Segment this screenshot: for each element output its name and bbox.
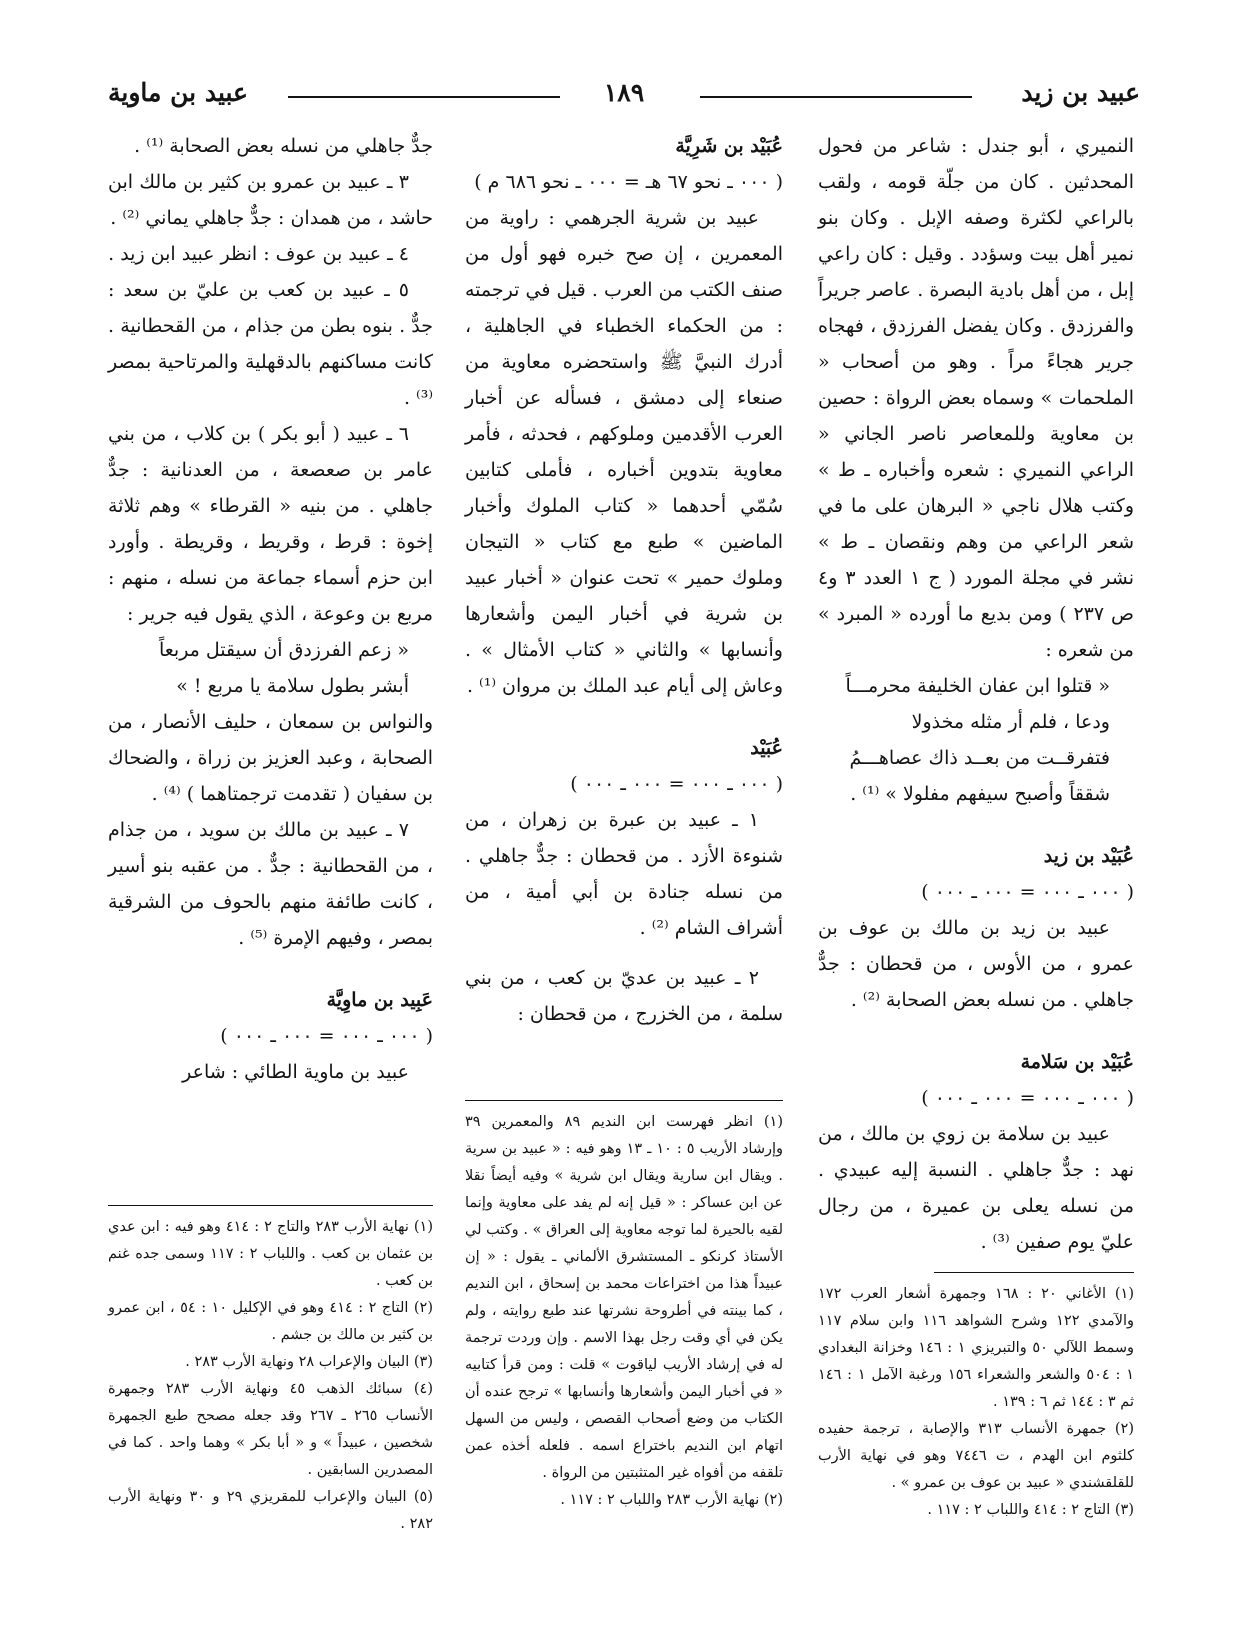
running-header xyxy=(108,78,1140,118)
entry-title: عُبَيْد بن سَلامة xyxy=(1020,1051,1134,1073)
entry-item: ٥ ـ عبيد بن كعب بن عليّ بن سعد : جدٌّ . بنوه بطن من جذام ، من القحطانية . كانت مساكنهم بالدقهلية والمرتاحية بمصر ⁽³⁾ . xyxy=(108,279,433,409)
entry-item: ٤ ـ عبيد بن عوف : انظر عبيد ابن زيد . xyxy=(108,243,409,265)
entry-text: عبيد بن سلامة بن زوي بن مالك ، من نهد : جدٌّ جاهلي . النسبة إليه عبيدي . من نسله يعلى بن عميرة ، من رجال عليّ يوم صفين ⁽³⁾ . xyxy=(818,1123,1134,1253)
entry-title: عُبَيْد بن زيد xyxy=(1043,845,1134,867)
footnote: (٢) جمهرة الأنساب ٣١٣ والإصابة ، ترجمة حفيده كلثوم ابن الهدم ، ت ٧٤٤٦ وهو في نهاية الأرب للقلقشندي « عبيد بن عوف بن عمرو » . xyxy=(818,1421,1135,1491)
header-left-title: عبيد بن ماوية xyxy=(108,78,248,107)
entry-title: عُبَيْد xyxy=(750,737,783,759)
verse-line: أبشر بطول سلامة يا مربع ! » xyxy=(176,675,409,697)
footnote: (٣) البيان والإعراب ٢٨ ونهاية الأرب ٢٨٣ . xyxy=(185,1354,433,1370)
entry-text: عبيد بن شرية الجرهمي : راوية من المعمرين ، إن صح خبره فهو أول من صنف الكتب من العرب . قيل في ترجمته : من الحكماء الخطباء في الجاهلية ، أدرك النبيَّ ﷺ واستحضره معاوية من صنعاء إلى دمشق ، فسأله عن أخبار العرب الأقدمين وملوكهم ، فحدثه ، فأمر معاوية بتدوين أخباره ، فأملى كتابين سُمّي أحدهما « كتاب الملوك وأخبار الماضين » طبع مع كتاب « التيجان وملوك حمير » تحت عنوان « أخبار عبيد بن شرية في أخبار اليمن وأشعارها وأنسابها » والثاني « كتاب الأمثال » . وعاش إلى أيام عبد الملك بن مروان ⁽¹⁾ . xyxy=(465,207,783,697)
footnote: (١) انظر فهرست ابن النديم ٨٩ والمعمرين ٣٩ وإرشاد الأريب ٥ : ١٠ ـ ١٣ وهو فيه : « عبيد بن سرية . ويقال ابن سارية ويقال ابن شرية » وفيه أيضاً نقلا عن ابن عساكر : « قيل إنه لم يفد على معاوية وإنما لقيه بالحيرة لما توجه معاوية إلى العراق » . وكتب لي الأستاذ كرنكو ـ المستشرق الألماني ـ يقول : « إن عبيداً هذا من اختراعات محمد بن إسحاق ، ابن النديم ، كما بينته في أطروحة نشرتها عند طبع روايته ، ولم يكن في أي وقت رجل بهذا الاسم . وإن وردت ترجمة له في إرشاد الأريب لياقوت » قلت : ومن قرأ كتابيه « في أخبار اليمن وأشعارها وأنسابها » ترجح عنده أن الكتاب من وضع أصحاب القصص ، وليس من السهل اتهام ابن النديم باختراع اسمه . فلعله أخذه عمن تلقفه من أفواه غير المتثبتين من الرواة . xyxy=(465,1114,784,1481)
entry-title: عَبِيد بن ماوِيَّة xyxy=(326,989,433,1011)
entry-item: ٦ ـ عبيد ( أبو بكر ) بن كلاب ، من بني عامر بن صعصعة ، من العدنانية : جدٌّ جاهلي . من بنيه « القرطاء » وهم ثلاثة إخوة : قرط ، وقريط ، وقريطة . وأورد ابن حزم أسماء جماعة من نسله ، منهم : مربع بن وعوعة ، الذي يقول فيه جرير : xyxy=(108,423,433,625)
footnote: (١) نهاية الأرب ٢٨٣ والتاج ٢ : ٤١٤ وهو فيه : ابن عدي بن عثمان بن كعب . واللباب ٢ : ١١٧ وسمى جده غنم بن كعب . xyxy=(108,1219,433,1289)
header-right-title: عبيد بن زيد xyxy=(1021,78,1140,107)
entry-item: ٢ ـ عبيد بن عديّ بن كعب ، من بني سلمة ، من الخزرج ، من قحطان : xyxy=(465,967,783,1025)
footnote: (١) الأغاني ٢٠ : ١٦٨ وجمهرة أشعار العرب ١٧٢ والآمدي ١٢٢ وشرح الشواهد ١١٦ وابن سلام ١١٧ وسمط اللآلي ٥٠ والتبريزي ١ : ١٤٦ وخزانة البغدادي ١ : ٥٠٤ والشعر والشعراء ١٥٦ ورغبة الآمل ١ : ١٤٦ ثم ٣ : ١٤٤ ثم ٦ : ١٣٩ . xyxy=(818,1286,1135,1410)
page-number: ١٨٩ xyxy=(603,78,645,107)
entry-item: جدٌّ جاهلي من نسله بعض الصحابة ⁽¹⁾ . xyxy=(134,135,433,157)
entry-item: ٧ ـ عبيد بن مالك بن سويد ، من جذام ، من القحطانية : جدٌّ . من عقبه بنو أسير ، كانت طائفة منهم بالحوف من الشرقية بمصر ، وفيهم الإمرة ⁽⁵⁾ . xyxy=(108,819,433,949)
verse-line: ودعا ، فلم أر مثله مخذولا xyxy=(911,711,1110,733)
footnote-rule xyxy=(934,1272,1134,1273)
verse-line: فتفرقــت من بعــد ذاك عصاهـــمُ xyxy=(849,747,1110,769)
footnote: (٢) نهاية الأرب ٢٨٣ واللباب ٢ : ١١٧ . xyxy=(560,1492,783,1508)
entry-dates: ( ٠٠٠ ـ ٠٠٠ = ٠٠٠ ـ ٠٠٠ ) xyxy=(570,773,783,795)
footnote: (٢) التاج ٢ : ٤١٤ وهو في الإكليل ١٠ : ٥٤ ، ابن عمرو بن كثير بن مالك بن جشم . xyxy=(108,1300,433,1343)
footnotes-left xyxy=(108,1205,433,1538)
verse-line: « زعم الفرزدق أن سيقتل مربعاً xyxy=(158,639,409,661)
entry-text: عبيد بن ماوية الطائي : شاعر xyxy=(182,1061,409,1083)
column-right xyxy=(818,128,1134,1260)
column-left xyxy=(108,128,433,1090)
footnote: (٥) البيان والإعراب للمقريزي ٢٩ و ٣٠ ونهاية الأرب ٢٨٢ . xyxy=(108,1489,433,1532)
entry-item: ١ ـ عبيد بن عبرة بن زهران ، من شنوءة الأزد . من قحطان : جدٌّ جاهلي . من نسله جنادة بن أبي أمية ، من أشراف الشام ⁽²⁾ . xyxy=(465,809,783,939)
footnote-rule xyxy=(465,1100,783,1101)
entry-dates: ( ٠٠٠ ـ ٠٠٠ = ٠٠٠ ـ ٠٠٠ ) xyxy=(220,1025,433,1047)
footnote: (٤) سبائك الذهب ٤٥ ونهاية الأرب ٢٨٣ وجمهرة الأنساب ٢٦٥ ـ ٢٦٧ وقد جعله مصحح طبع الجمهرة شخصين ، عبيداً » و « أبا بكر » وهما واحد . كما في المصدرين السابقين . xyxy=(108,1381,433,1478)
footnote: (٣) التاج ٢ : ٤١٤ واللباب ٢ : ١١٧ . xyxy=(927,1502,1134,1518)
verse-line: « قتلوا ابن عفان الخليفة محرمـــاً xyxy=(845,675,1110,697)
entry-text: عبيد بن زيد بن مالك بن عوف بن عمرو ، من الأوس ، من قحطان : جدٌّ جاهلي . من نسله بعض الصحابة ⁽²⁾ . xyxy=(818,917,1134,1011)
footnote-rule xyxy=(108,1205,433,1206)
rai-biography-text: النميري ، أبو جندل : شاعر من فحول المحدثين . كان من جلّة قومه ، ولقب بالراعي لكثرة وصفه الإبل . وكان بنو نمير أهل بيت وسؤدد . وقيل : كان راعي إبل ، من أهل بادية البصرة . عاصر جريراً والفرزدق . وكان يفضل الفرزدق ، فهجاه جرير هجاءً مراً . وهو من أصحاب « الملحمات » وسماه بعض الرواة : حصين بن معاوية وللمعاصر ناصر الجاني « الراعي النميري : شعره وأخباره ـ ط » وكتب هلال ناجي « البرهان على ما في شعر الراعي من وهم ونقصان ـ ط » نشر في مجلة المورد ( ج ١ العدد ٣ و٤ ص ٢٣٧ ) ومن بديع ما أورده « المبرد » من شعره : xyxy=(818,135,1135,661)
footnotes-middle xyxy=(465,1100,783,1514)
entry-dates: ( ٠٠٠ ـ ٠٠٠ = ٠٠٠ ـ ٠٠٠ ) xyxy=(921,881,1134,903)
verse-line: شققاً وأصبح سيفهم مفلولا » ⁽¹⁾ . xyxy=(850,783,1110,805)
entry-dates: ( ٠٠٠ ـ ٠٠٠ = ٠٠٠ ـ ٠٠٠ ) xyxy=(921,1087,1134,1109)
entry-item: ٣ ـ عبيد بن عمرو بن كثير بن مالك ابن حاشد ، من همدان : جدٌّ جاهلي يماني ⁽²⁾ . xyxy=(108,171,433,229)
entry-title: عُبَيْد بن شَرِيَّة xyxy=(675,135,783,157)
header-rule-left xyxy=(288,96,560,98)
entry-text: والنواس بن سمعان ، حليف الأنصار ، من الصحابة ، وعبد العزيز بن زراة ، والضحاك بن سفيان ( تقدمت ترجمتاهما ) ⁽⁴⁾ . xyxy=(108,711,433,805)
entry-dates: ( ٠٠٠ ـ نحو ٦٧ هـ = ٠٠٠ ـ نحو ٦٨٦ م ) xyxy=(474,171,783,193)
column-middle xyxy=(465,128,783,1032)
footnotes-right xyxy=(818,1272,1134,1524)
